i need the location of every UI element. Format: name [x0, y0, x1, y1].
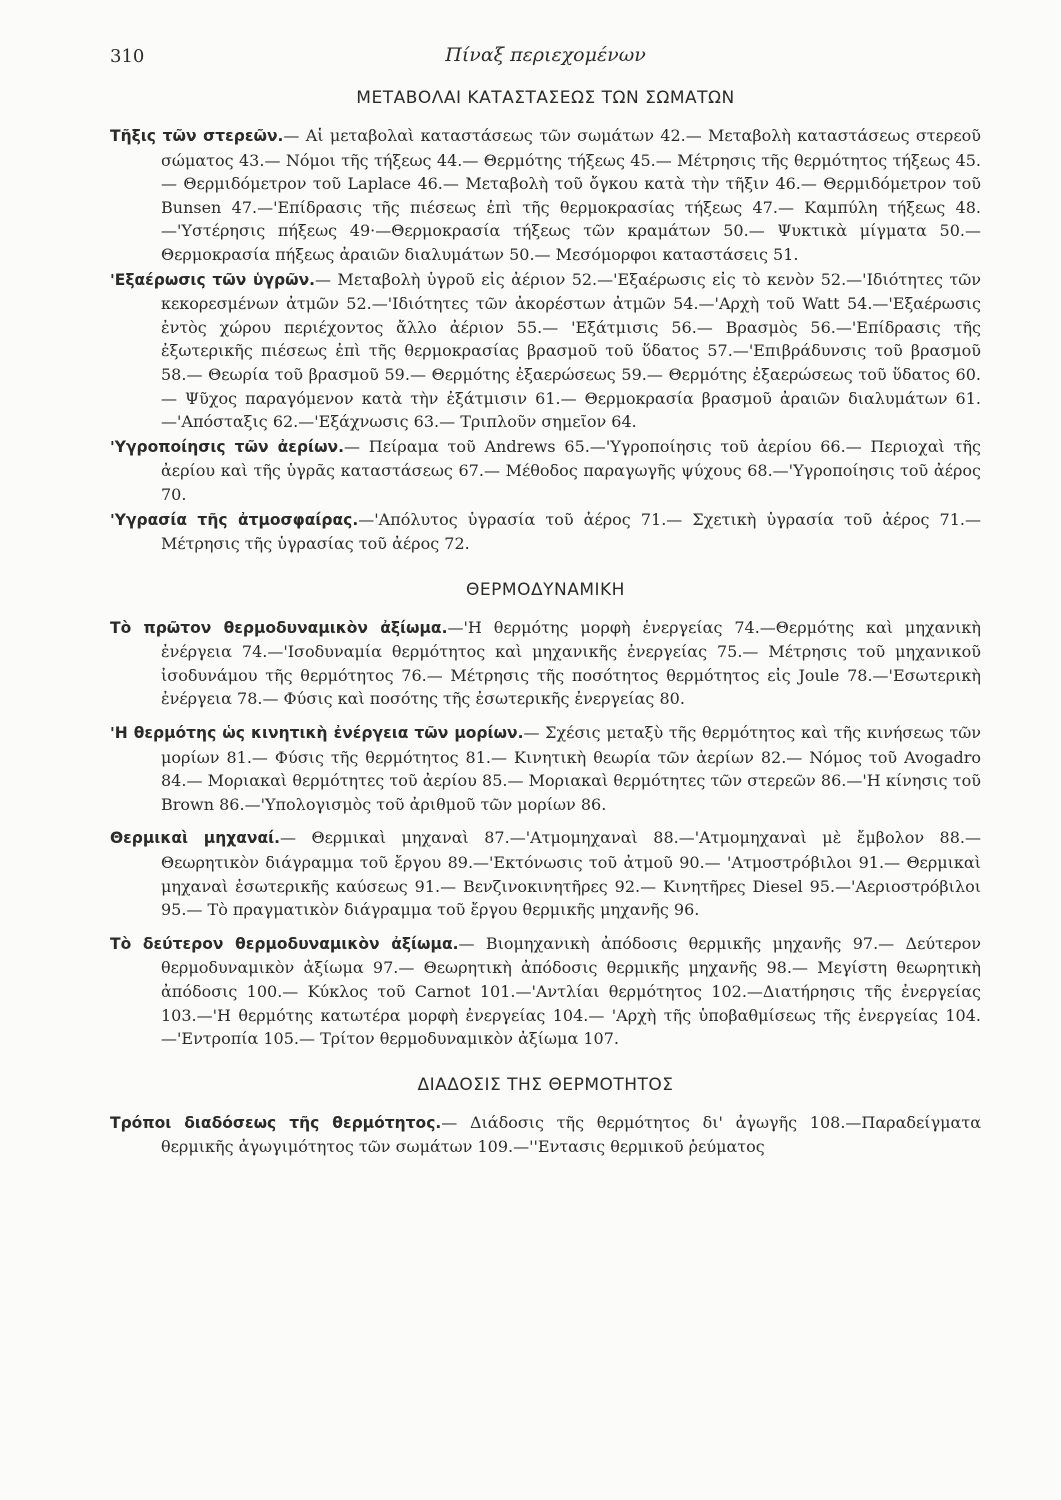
- running-title: Πίναξ περιεχομένων: [445, 44, 646, 66]
- section-heading-heat-transfer: ΔΙΑΔΟΣΙΣ ΤΗΣ ΘΕΡΜΟΤΗΤΟΣ: [417, 1074, 674, 1095]
- entry-text: — Πείραμα τοῦ Andrews 65.—'Υγροποίησις τοῦ ἀερίου 66.— Περιοχαὶ τῆς ἀερίου καὶ τῆς ὑγρᾶς καταστάσεως 67.— Μέθοδος παραγωγῆς ψύχους 68.—'Υγροποίησις τοῦ ἀέρος 70.: [161, 436, 981, 504]
- entry-heading: 'Η θερμότης ὡς κινητικὴ ἐνέργεια τῶν μορίων.: [110, 724, 524, 743]
- entry-heading: Τὸ δεύτερον θερμοδυναμικὸν ἀξίωμα.: [110, 934, 459, 953]
- toc-entry: [110, 826, 981, 921]
- entry-text: — Σχέσις μεταξὺ τῆς θερμότητος καὶ τῆς κινήσεως τῶν μορίων 81.— Φύσις τῆς θερμότητος 81.— Κινητικὴ θεωρία τῶν ἀερίων 82.— Νόμος τοῦ Avogadro 84.— Μοριακαὶ θερμότητες τοῦ ἀερίου 85.— Μοριακαὶ θερμότητες τῶν στερεῶν 86.—'Η κίνησις τοῦ Brown 86.—'Υπολογισμὸς τοῦ ἀριθμοῦ τῶν μορίων 86.: [161, 723, 981, 814]
- toc-entry: [110, 721, 981, 816]
- toc-entry: [110, 932, 981, 1051]
- section-heading-phase-changes: ΜΕΤΑΒΟΛΑΙ ΚΑΤΑΣΤΑΣΕΩΣ ΤΩΝ ΣΩΜΑΤΩΝ: [356, 88, 735, 108]
- entry-text: — Διάδοσις τῆς θερμότητος δι' ἀγωγῆς 108.—Παραδείγματα θερμικῆς ἀγωγιμότητος τῶν σωμάτων 109.—''Εντασις θερμικοῦ ῥεύματος: [161, 1112, 981, 1157]
- entry-heading: 'Υγροποίησις τῶν ἀερίων.: [110, 437, 344, 456]
- running-head: [110, 38, 981, 68]
- entry-heading: Τὸ πρῶτον θερμοδυναμικὸν ἀξίωμα.: [110, 618, 448, 637]
- toc-entry: [110, 124, 981, 267]
- entry-text: — Θερμικαὶ μηχαναὶ 87.—'Ατμομηχαναὶ 88.—'Ατμομηχαναὶ μὲ ἔμβολον 88.— Θεωρητικὸν διάγραμμα τοῦ ἔργου 89.—'Εκτόνωσις τοῦ ἀτμοῦ 90.— 'Ατμοστρόβιλοι 91.— Θερμικαὶ μηχαναὶ ἐσωτερικῆς καύσεως 91.— Βενζινοκινητῆρες 92.— Κινητῆρες Diesel 95.—'Αεριοστρόβιλοι 95.— Τὸ πραγματικὸν διάγραμμα τοῦ ἔργου θερμικῆς μηχανῆς 96.: [161, 828, 981, 920]
- entry-heading: 'Υγρασία τῆς ἀτμοσφαίρας.: [110, 510, 359, 529]
- entry-text: —'Απόλυτος ὑγρασία τοῦ ἀέρος 71.— Σχετικὴ ὑγρασία τοῦ ἀέρος 71.— Μέτρησις τῆς ὑγρασίας τοῦ ἀέρος 72.: [161, 509, 981, 554]
- entry-text: — Μεταβολὴ ὑγροῦ εἰς ἀέριον 52.—'Εξαέρωσις εἰς τὸ κενὸν 52.—'Ιδιότητες τῶν κεκορεσμένων ἀτμῶν 52.—'Ιδιότητες τῶν ἀκορέστων ἀτμῶν 54.—'Αρχὴ τοῦ Watt 54.—'Εξαέρωσις ἐντὸς χώρου περιέχοντος ἄλλο ἀέριον 55.— 'Εξάτμισις 56.— Βρασμὸς 56.—'Επίδρασις τῆς ἐξωτερικῆς πιέσεως ἐπὶ τῆς θερμοκρασίας βρασμοῦ τοῦ ὕδατος 57.—'Επιβράδυνσις τοῦ βρασμοῦ 58.— Θεωρία τοῦ βρασμοῦ 59.— Θερμότης ἐξαερώσεως 59.— Θερμότης ἐξαερώσεως τοῦ ὕδατος 60.— Ψῦχος παραγόμενον κατὰ τὴν ἐξάτμισιν 61.— Θερμοκρασία βρασμοῦ ἀραιῶν διαλυμάτων 61.—'Απόσταξις 62.—'Εξάχνωσις 63.— Τριπλοῦν σημεῖον 64.: [161, 269, 982, 432]
- toc-entry: [110, 508, 981, 556]
- entry-heading: Θερμικαὶ μηχαναί.: [110, 829, 281, 848]
- entry-heading: Τῆξις τῶν στερεῶν.: [110, 127, 284, 145]
- entry-text: — Βιομηχανικὴ ἀπόδοσις θερμικῆς μηχανῆς 97.— Δεύτερον θερμοδυναμικὸν ἀξίωμα 97.— Θεωρητικὴ ἀπόδοσις θερμικῆς μηχανῆς 98.— Μεγίστη θεωρητικὴ ἀπόδοσις 100.— Κύκλος τοῦ Carnot 101.—'Αντλίαι θερμότητος 102.—Διατήρησις τῆς ἐνεργείας 103.—'Η θερμότης κατωτέρα μορφὴ ἐνεργείας 104.— 'Αρχὴ τῆς ὑποβαθμίσεως τῆς ἐνεργείας 104.—'Εντροπία 105.— Τρίτον θερμοδυναμικὸν ἀξίωμα 107.: [161, 933, 981, 1049]
- toc-entry: [110, 1111, 981, 1159]
- toc-entry: [110, 268, 981, 434]
- section-heading-thermodynamics: ΘΕΡΜΟΔΥΝΑΜΙΚΗ: [466, 579, 625, 600]
- entry-heading: 'Εξαέρωσις τῶν ὑγρῶν.: [110, 270, 316, 289]
- entry-text: —'Η θερμότης μορφὴ ἐνεργείας 74.—Θερμότης καὶ μηχανικὴ ἐνέργεια 74.—'Ισοδυναμία θερμότητος καὶ μηχανικῆς ἐνεργείας 75.— Μέτρησις τοῦ μηχανικοῦ ἰσοδυνάμου τῆς θερμότητος 76.— Μέτρησις τῆς ποσότητος θερμότητος εἰς Joule 78.—'Εσωτερικὴ ἐνέργεια 78.— Φύσις καὶ ποσότης τῆς ἐσωτερικῆς ἐνεργείας 80.: [161, 617, 981, 709]
- entry-heading: Τρόποι διαδόσεως τῆς θερμότητος.: [110, 1113, 442, 1132]
- toc-entry: [110, 435, 981, 507]
- page-number: 310: [110, 46, 145, 67]
- toc-entry: [110, 616, 981, 711]
- entry-text: — Αἱ μεταβολαὶ καταστάσεως τῶν σωμάτων 42.— Μεταβολὴ καταστάσεως στερεοῦ σώματος 43.— Νόμοι τῆς τήξεως 44.— Θερμότης τήξεως 45.— Μέτρησις τῆς θερμότητος τήξεως 45.— Θερμιδόμετρον τοῦ Laplace 46.— Μεταβολὴ τοῦ ὄγκου κατὰ τὴν τῆξιν 46.— Θερμιδόμετρον τοῦ Bunsen 47.—'Επίδρασις τῆς πιέσεως ἐπὶ τῆς θερμοκρασίας τήξεως 47.— Καμπύλη τήξεως 48.—'Υστέρησις πήξεως 49·—Θερμοκρασία τήξεως τῶν κραμάτων 50.— Ψυκτικὰ μίγματα 50.— Θερμοκρασία πήξεως ἀραιῶν διαλυμάτων 50.— Μεσόμορφοι καταστάσεις 51.: [161, 126, 981, 264]
